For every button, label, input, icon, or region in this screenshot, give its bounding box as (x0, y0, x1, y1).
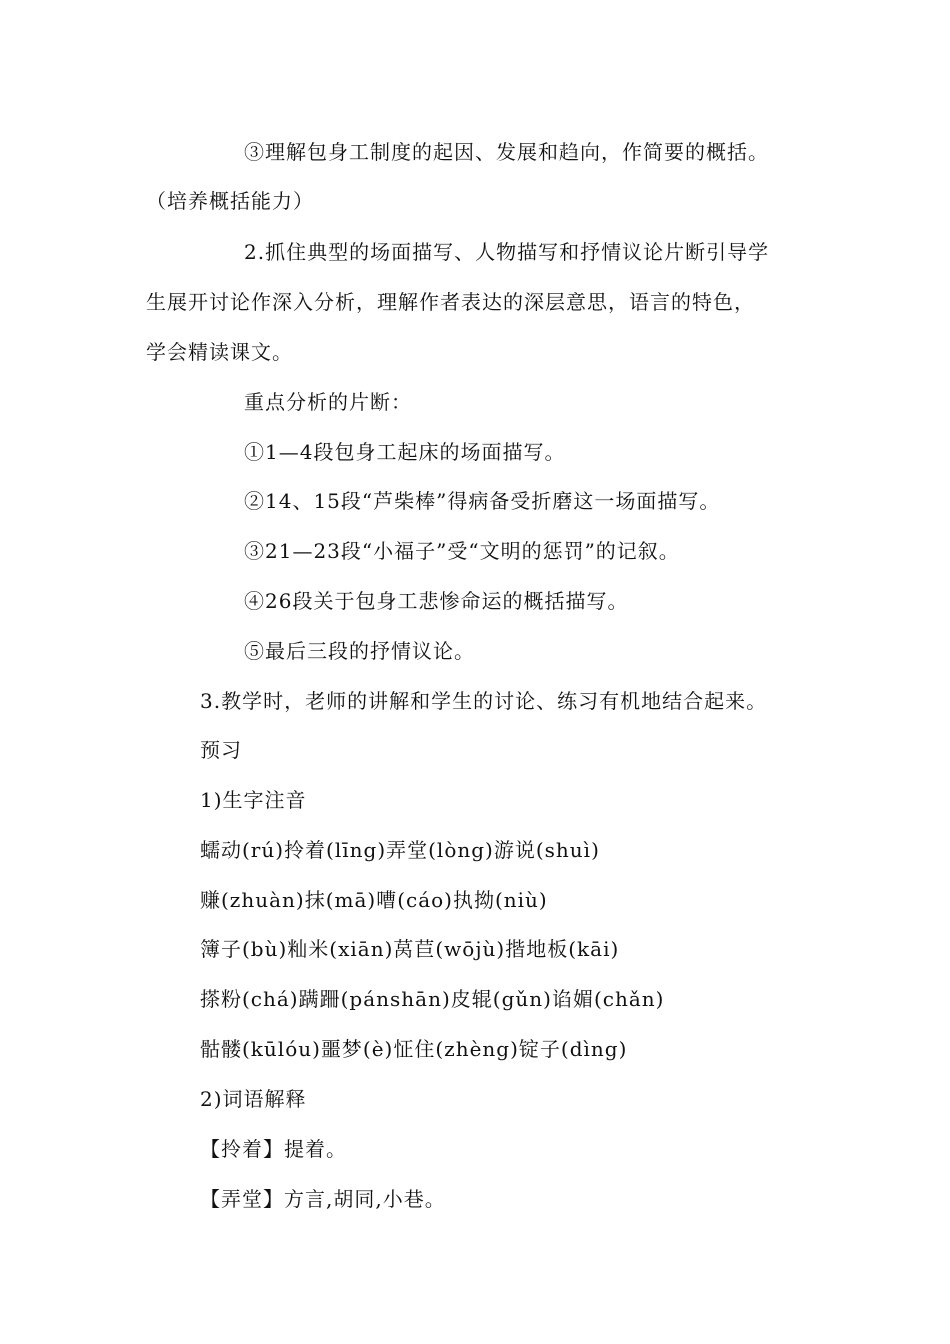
pinyin-line-5: 骷髅(kūlóu)噩梦(è)怔住(zhèng)锭子(dìng) (200, 1037, 628, 1061)
text-line-method-2-end: 学会精读课文。 (146, 340, 293, 364)
section-heading-preview: 预习 (200, 738, 242, 762)
text-line-goal-3-note: （培养概括能力） (146, 189, 314, 213)
vocab-entry-2: 【弄堂】方言,胡同,小巷。 (200, 1187, 446, 1211)
text-line-fragment-2: ②14、15段“芦柴棒”得病备受折磨这一场面描写。 (244, 489, 721, 513)
pinyin-line-3: 簿子(bù)籼米(xiān)莴苣(wōjù)揩地板(kāi) (200, 937, 620, 961)
text-line-fragment-5: ⑤最后三段的抒情议论。 (244, 639, 475, 663)
text-line-method-3: 3.教学时，老师的讲解和学生的讨论、练习有机地结合起来。 (200, 689, 768, 713)
text-line-key-fragments-heading: 重点分析的片断： (244, 390, 412, 414)
text-line-goal-3: ③理解包身工制度的起因、发展和趋向，作简要的概括。 (244, 140, 769, 164)
pinyin-line-1: 蠕动(rú)拎着(līng)弄堂(lòng)游说(shuì) (200, 838, 600, 862)
subheading-vocabulary: 2)词语解释 (200, 1087, 307, 1111)
text-line-fragment-3: ③21—23段“小福子”受“文明的惩罚”的记叙。 (244, 539, 680, 563)
text-line-method-2-cont: 生展开讨论作深入分析，理解作者表达的深层意思，语言的特色， (146, 290, 755, 314)
text-line-method-2: 2.抓住典型的场面描写、人物描写和抒情议论片断引导学 (244, 240, 770, 264)
pinyin-line-4: 搽粉(chá)蹒跚(pánshān)皮辊(gǔn)谄媚(chǎn) (200, 987, 665, 1011)
text-line-fragment-4: ④26段关于包身工悲惨命运的概括描写。 (244, 589, 629, 613)
text-line-fragment-1: ①1—4段包身工起床的场面描写。 (244, 440, 566, 464)
subheading-pronunciation: 1)生字注音 (200, 788, 307, 812)
vocab-entry-1: 【拎着】提着。 (200, 1137, 347, 1161)
pinyin-line-2: 赚(zhuàn)抹(mā)嘈(cáo)执拗(niù) (200, 888, 548, 912)
